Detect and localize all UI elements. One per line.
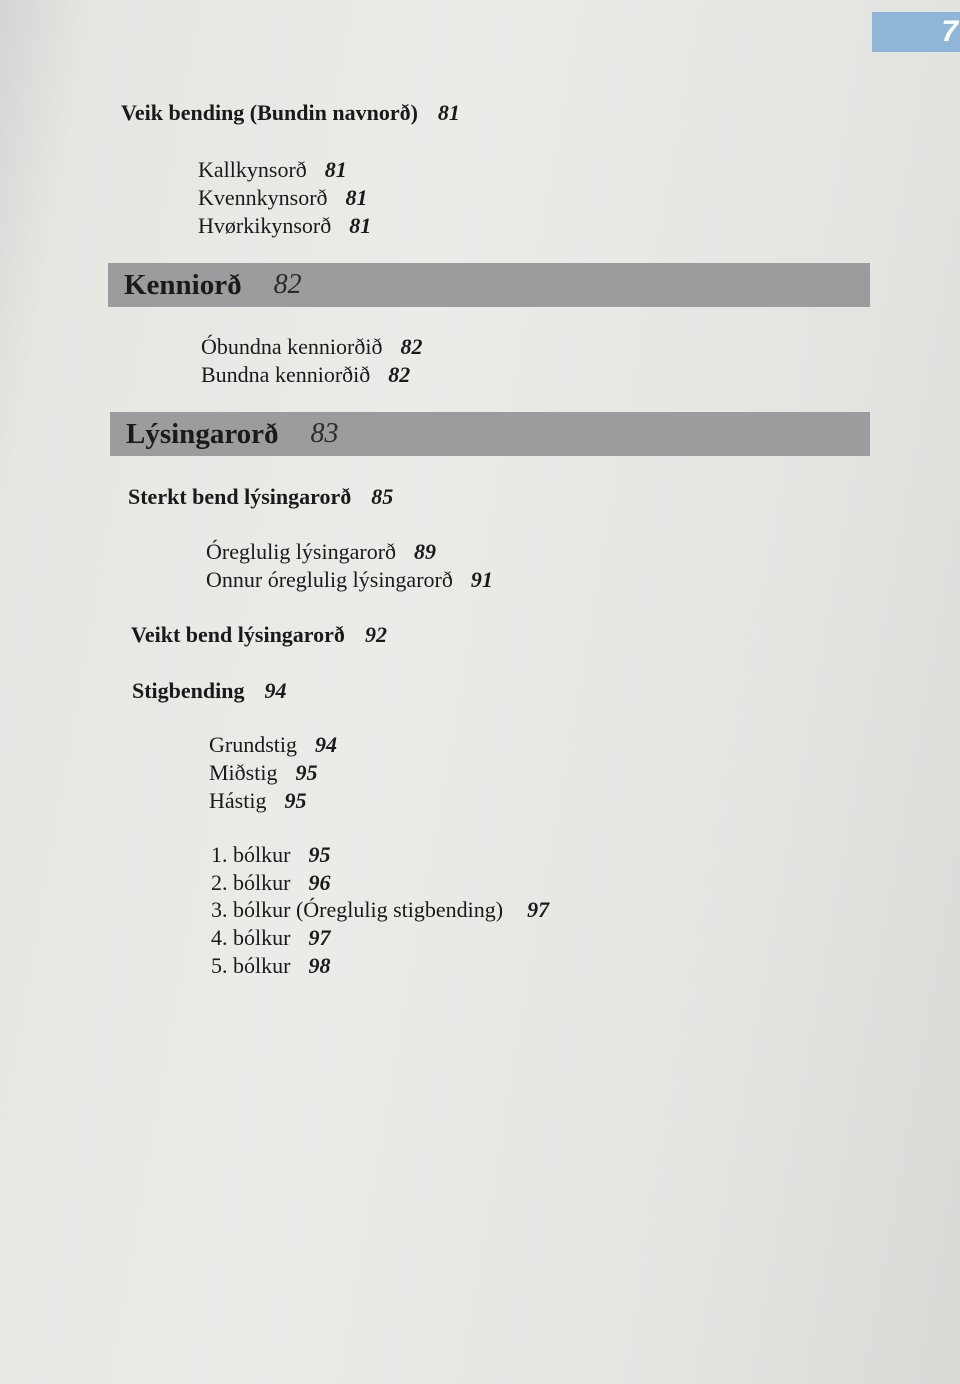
section-page: 82 [273, 269, 302, 300]
toc-entry-bolkur-4 [211, 925, 330, 951]
toc-entry-kvennkynsord [198, 185, 368, 211]
section-band-kenniord [108, 263, 870, 307]
entry-label: Óbundna kenniorðið [201, 334, 383, 359]
entry-label: Miðstig [209, 760, 278, 785]
entry-page: 81 [345, 185, 368, 210]
entry-page: 96 [308, 870, 331, 895]
entry-label: Óreglulig lýsingarorð [206, 539, 397, 564]
entry-label: 1. bólkur [211, 842, 291, 867]
entry-page: 95 [295, 760, 318, 785]
entry-page: 94 [264, 678, 287, 703]
entry-page: 91 [470, 567, 493, 592]
toc-entry-onnur [206, 567, 493, 593]
toc-entry-bundna [201, 362, 410, 388]
entry-page: 81 [324, 157, 347, 182]
entry-label: 4. bólkur [211, 925, 291, 950]
entry-label: Sterkt bend lýsingarorð [128, 484, 352, 509]
entry-label: Bundna kenniorðið [201, 362, 371, 387]
entry-page: 81 [437, 100, 460, 125]
entry-label: Hástig [209, 788, 267, 813]
entry-label: 2. bólkur [211, 870, 291, 895]
entry-label: Veikt bend lýsingarorð [131, 622, 345, 647]
toc-entry-hvorkikynsord [198, 213, 371, 239]
entry-page: 94 [315, 732, 337, 757]
toc-entry-grundstig [209, 732, 337, 758]
entry-label: Onnur óreglulig lýsingarorð [206, 567, 453, 592]
entry-page: 97 [527, 897, 550, 922]
entry-label: Kallkynsorð [198, 157, 307, 182]
section-title: Lýsingarorð [126, 417, 279, 450]
section-title: Kenniorð [124, 268, 242, 301]
toc-entry-obundna [201, 334, 422, 360]
toc-entry-bolkur-5 [211, 953, 330, 979]
toc-entry-midstig [209, 760, 317, 786]
entry-page: 85 [371, 484, 394, 509]
toc-entry-hastig [209, 788, 306, 814]
entry-page: 82 [388, 362, 411, 387]
entry-label: 5. bólkur [211, 953, 291, 978]
section-page: 83 [310, 418, 339, 449]
toc-entry-stigbending [132, 678, 287, 704]
entry-label: Grundstig [209, 732, 297, 757]
entry-page: 98 [308, 953, 331, 978]
entry-label: Hvørkikynsorð [198, 213, 332, 238]
page-number-tab: 7 [872, 12, 960, 52]
entry-page: 92 [364, 622, 387, 647]
entry-page: 82 [400, 334, 423, 359]
section-band-lysingarord [110, 412, 870, 456]
entry-page: 95 [284, 788, 307, 813]
toc-entry-bolkur-2 [211, 870, 330, 896]
toc-entry-bolkur-3 [211, 897, 549, 923]
toc-entry-veikt-bend [131, 622, 387, 648]
entry-page: 89 [414, 539, 437, 564]
entry-page: 81 [349, 213, 372, 238]
entry-label: Kvennkynsorð [198, 185, 328, 210]
entry-label: Veik bending (Bundin navnorð) [121, 100, 418, 125]
toc-entry-oreglulig [206, 539, 436, 565]
entry-label: Stigbending [132, 678, 245, 703]
toc-entry-veik-bending [121, 100, 460, 126]
entry-page: 97 [308, 925, 331, 950]
toc-entry-sterkt-bend [128, 484, 393, 510]
entry-page: 95 [308, 842, 331, 867]
entry-label: 3. bólkur (Óreglulig stigbending) [211, 897, 504, 922]
toc-entry-kallkynsord [198, 157, 347, 183]
toc-entry-bolkur-1 [211, 842, 330, 868]
